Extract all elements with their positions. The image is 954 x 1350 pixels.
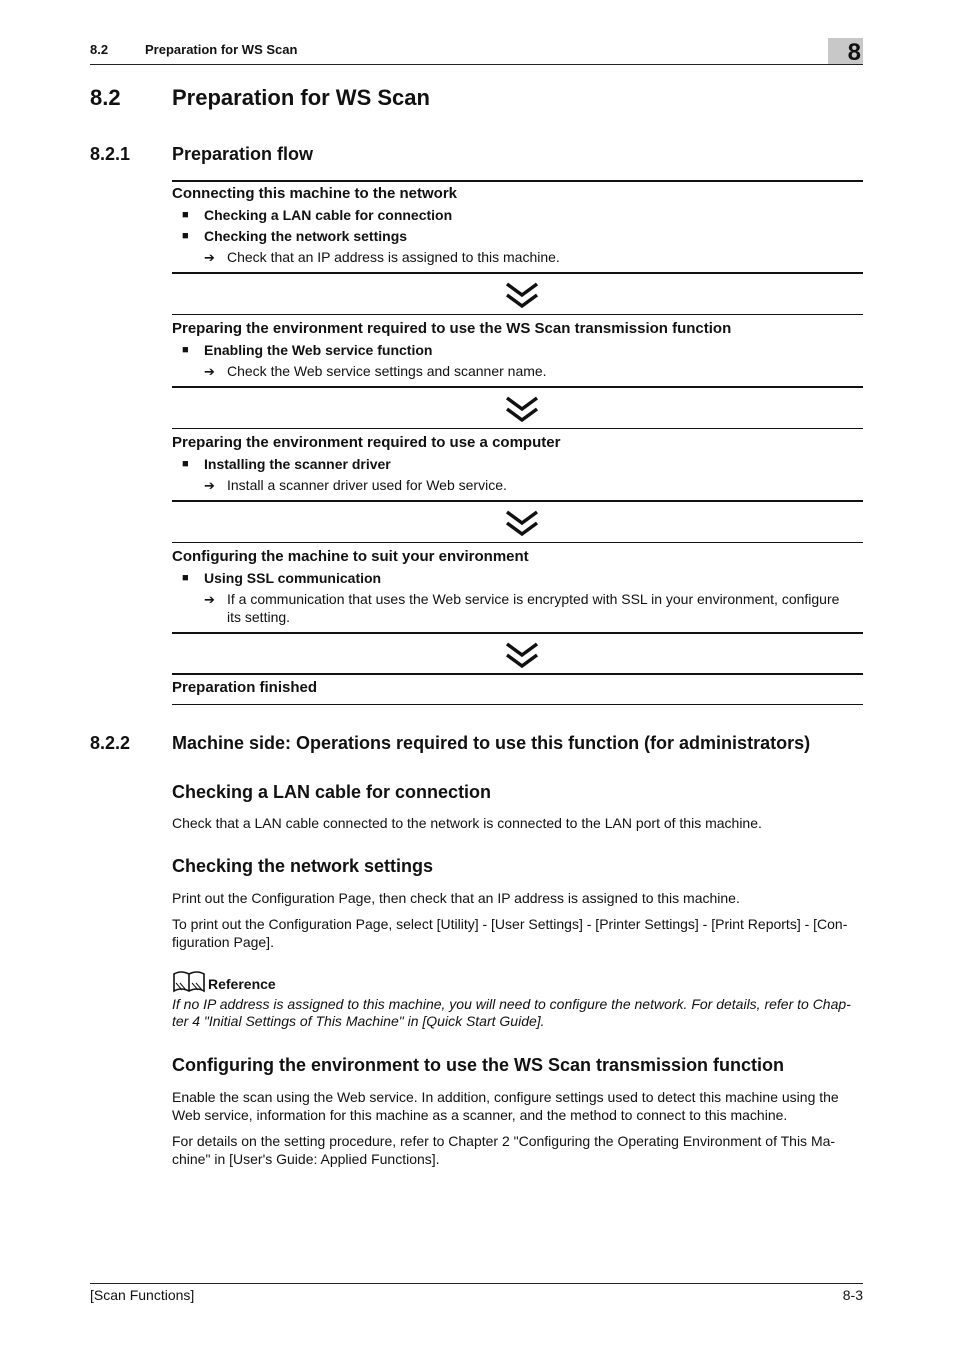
- double-chevron-down-icon: [505, 510, 539, 538]
- flow-step-title: Preparing the environment required to use a computer: [172, 434, 561, 451]
- subsection-title-machine: Machine side: Operations required to use this function (for administrators): [172, 733, 811, 753]
- heading-network: Checking the network settings: [172, 856, 434, 876]
- flow-note: Check that an IP address is assigned to this machine.: [227, 249, 560, 265]
- section-title: Preparation for WS Scan: [172, 85, 430, 110]
- flow-rule: [172, 704, 863, 705]
- flow-rule: [172, 428, 863, 429]
- book-reference-icon: [172, 968, 206, 994]
- paragraph-lan: Check that a LAN cable connected to the network is connected to the LAN port of this machine.: [172, 815, 762, 831]
- double-chevron-down-icon: [505, 282, 539, 310]
- paragraph-line: figuration Page].: [172, 934, 274, 950]
- subsection-number-machine: 8.2.2: [90, 733, 131, 753]
- heading-wsscan: Configuring the environment to use the WS Scan transmission function: [172, 1055, 785, 1075]
- flow-rule: [172, 542, 863, 543]
- section-number: 8.2: [90, 85, 121, 110]
- bullet-icon: ■: [182, 572, 189, 584]
- reference-line: ter 4 "Initial Settings of This Machine" in [Quick Start Guide].: [172, 1013, 545, 1029]
- paragraph-wsscan-1: [172, 1088, 863, 1124]
- flow-bullet: Checking the network settings: [204, 228, 408, 244]
- flow-bullet: Using SSL communication: [204, 570, 382, 586]
- subsection-title-flow: Preparation flow: [172, 144, 314, 164]
- flow-rule: [172, 632, 863, 634]
- flow-step-title: Configuring the machine to suit your environment: [172, 548, 529, 565]
- flow-bullet: Checking a LAN cable for connection: [204, 207, 453, 223]
- bullet-icon: ■: [182, 209, 189, 221]
- flow-rule: [172, 180, 863, 182]
- paragraph-network-2: [172, 915, 863, 951]
- paragraph-line: Enable the scan using the Web service. In addition, configure settings used to detect this machine using the: [172, 1089, 839, 1105]
- arrow-icon: ➔: [204, 364, 215, 379]
- arrow-icon: ➔: [204, 478, 215, 493]
- header-section-title: Preparation for WS Scan: [145, 42, 298, 57]
- paragraph-network-1: Print out the Configuration Page, then check that an IP address is assigned to this machine.: [172, 890, 740, 906]
- bullet-icon: ■: [182, 344, 189, 356]
- double-chevron-down-icon: [505, 396, 539, 424]
- double-chevron-down-icon: [505, 642, 539, 670]
- footer-rule: [90, 1283, 863, 1284]
- flow-rule: [172, 500, 863, 502]
- paragraph-wsscan-2: [172, 1132, 863, 1168]
- header-rule: [90, 64, 863, 65]
- bullet-icon: ■: [182, 230, 189, 242]
- flow-rule: [172, 272, 863, 274]
- chapter-badge: 8: [828, 38, 863, 64]
- reference-label: Reference: [208, 976, 276, 992]
- flow-rule: [172, 386, 863, 388]
- paragraph-line: For details on the setting procedure, refer to Chapter 2 "Configuring the Operating Environment of This Ma-: [172, 1133, 836, 1149]
- paragraph-line: To print out the Configuration Page, select [Utility] - [User Settings] - [Printer Settings] - [Print Reports] - [Con-: [172, 916, 848, 932]
- arrow-icon: ➔: [204, 592, 215, 607]
- heading-lan: Checking a LAN cable for connection: [172, 782, 492, 802]
- paragraph-line: chine" in [User's Guide: Applied Functions].: [172, 1151, 440, 1167]
- reference-text: [172, 996, 863, 1030]
- header-section-number: 8.2: [90, 42, 109, 57]
- reference-line: If no IP address is assigned to this machine, you will need to configure the network. For details, refer to Chap-: [172, 996, 851, 1012]
- flow-note: Check the Web service settings and scanner name.: [227, 363, 547, 379]
- flow-rule: [172, 673, 863, 675]
- flow-bullet: Installing the scanner driver: [204, 456, 391, 472]
- flow-bullet: Enabling the Web service function: [204, 342, 433, 358]
- flow-step-title: Connecting this machine to the network: [172, 185, 458, 202]
- flow-note-line: If a communication that uses the Web service is encrypted with SSL in your environment, configure: [227, 591, 840, 607]
- bullet-icon: ■: [182, 458, 189, 470]
- flow-rule: [172, 314, 863, 315]
- flow-note-line: its setting.: [227, 609, 291, 625]
- footer-page-number: 8-3: [842, 1287, 863, 1303]
- flow-note: [227, 590, 863, 626]
- flow-finished: Preparation finished: [172, 679, 318, 696]
- footer-book-title: [Scan Functions]: [90, 1287, 195, 1303]
- flow-step-title: Preparing the environment required to use the WS Scan transmission function: [172, 320, 732, 337]
- subsection-number-flow: 8.2.1: [90, 144, 131, 164]
- flow-note: Install a scanner driver used for Web service.: [227, 477, 507, 493]
- arrow-icon: ➔: [204, 250, 215, 265]
- paragraph-line: Web service, information for this machine as a scanner, and the method to connect to this machine.: [172, 1107, 788, 1123]
